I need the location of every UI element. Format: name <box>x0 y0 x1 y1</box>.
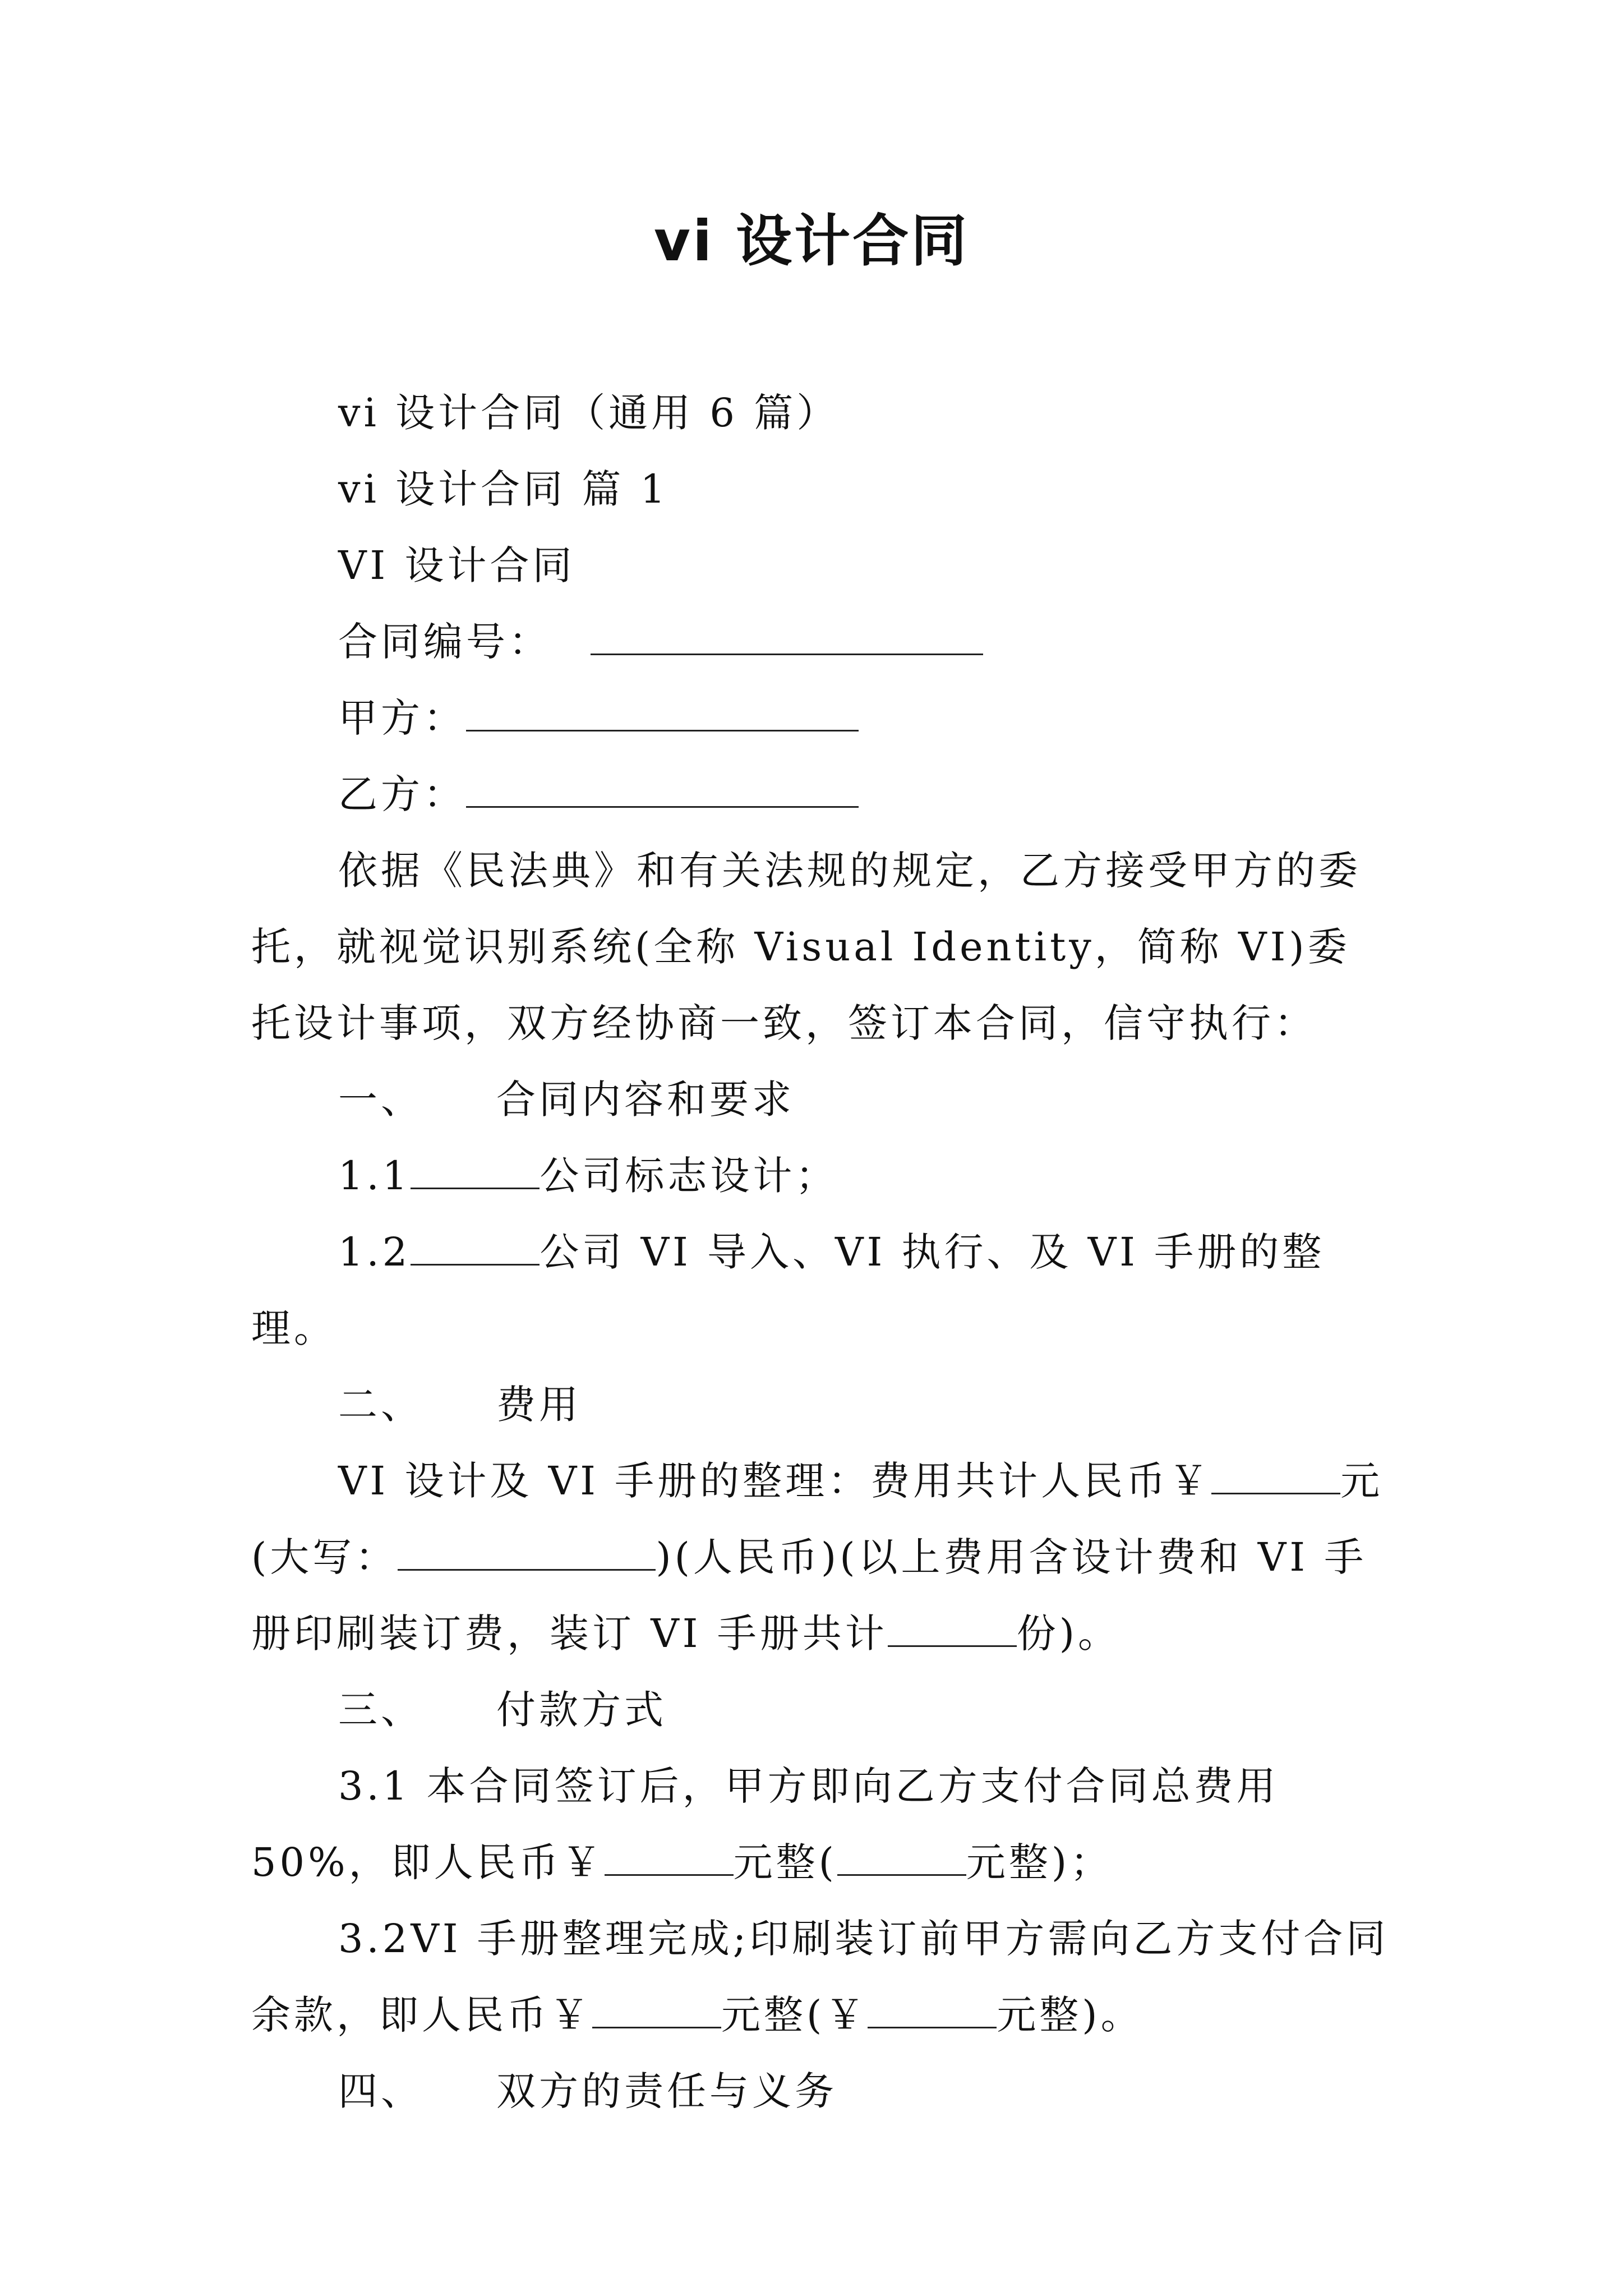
section-2-heading <box>251 1366 1390 1443</box>
party-a-blank <box>466 696 859 731</box>
payment-3-1-text-b: 元整( <box>733 1839 837 1885</box>
contract-number-line <box>251 604 1390 680</box>
document-title: vi 设计合同 <box>653 208 970 274</box>
fee-text-b: 元(大写： <box>251 1458 1384 1580</box>
section-3-title: 付款方式 <box>496 1687 667 1733</box>
section-3-number: 三、 <box>338 1687 423 1733</box>
fee-amount-blank <box>1211 1459 1340 1494</box>
payment-3-1 <box>251 1748 1390 1901</box>
item-1-2-number: 1.2 <box>338 1229 411 1275</box>
payment-3-1-text-c: 元整)； <box>966 1839 1113 1885</box>
chapter-line: vi 设计合同 篇 1 <box>338 466 669 512</box>
section-1-heading <box>251 1061 1390 1138</box>
fee-text-d: 份)。 <box>1016 1611 1121 1657</box>
subtitle-line: vi 设计合同（通用 6 篇） <box>338 390 840 436</box>
item-1-1-text: 公司标志设计； <box>540 1153 838 1199</box>
party-b-line <box>251 756 1390 832</box>
contract-number-blank <box>591 620 983 655</box>
payment-3-1-amount-blank <box>605 1841 734 1876</box>
item-1-1 <box>251 1138 1390 1214</box>
section-3-heading <box>251 1672 1390 1748</box>
party-a-line <box>251 680 1390 756</box>
payment-3-2-amount-blank <box>592 1993 721 2028</box>
section-2-number: 二、 <box>338 1382 423 1428</box>
fee-paragraph <box>251 1443 1390 1672</box>
payment-3-2-text-c: 元整)。 <box>997 1992 1144 2038</box>
payment-3-2-text-a: 3.2VI 手册整理完成;印刷装订前甲方需向乙方支付合同余款，即人民币￥ <box>251 1916 1389 2038</box>
item-1-2-blank <box>411 1230 540 1266</box>
payment-3-2 <box>251 1901 1390 2053</box>
payment-3-1-capital-blank <box>837 1841 966 1876</box>
payment-3-2-text-b: 元整(￥ <box>721 1992 868 2038</box>
section-4-number: 四、 <box>338 2068 423 2114</box>
payment-3-1-text-a: 3.1 本合同签订后，甲方即向乙方支付合同总费用 50%，即人民币￥ <box>251 1763 1279 1885</box>
fee-text-a: VI 设计及 VI 手册的整理：费用共计人民币￥ <box>338 1458 1212 1504</box>
payment-3-2-capital-blank <box>868 1993 997 2028</box>
fee-capital-blank <box>398 1535 656 1571</box>
party-a-label: 甲方： <box>338 695 466 741</box>
item-1-2-text: 公司 VI 导入、VI 执行、及 VI 手册的整理。 <box>251 1229 1325 1351</box>
item-1-1-number: 1.1 <box>338 1153 411 1199</box>
fee-copies-blank <box>888 1612 1017 1647</box>
intro-paragraph: 依据《民法典》和有关法规的规定，乙方接受甲方的委托，就视觉识别系统(全称 Visual Identity，简称 VI)委托设计事项，双方经协商一致，签订本合同，信守执行： <box>251 848 1361 1046</box>
item-1-1-blank <box>411 1154 540 1189</box>
fee-text-c: )(人民币)(以上费用含设计费和 VI 手册印刷装订费，装订 VI 手册共计 <box>251 1534 1367 1657</box>
section-2-title: 费用 <box>496 1382 582 1428</box>
party-b-label: 乙方： <box>338 771 466 817</box>
contract-number-label: 合同编号： <box>338 619 551 665</box>
contract-heading: VI 设计合同 <box>338 542 575 588</box>
section-1-number: 一、 <box>338 1076 423 1122</box>
party-b-blank <box>466 772 859 808</box>
section-4-heading <box>251 2053 1390 2129</box>
document-body <box>251 375 1390 2129</box>
section-4-title: 双方的责任与义务 <box>496 2068 837 2114</box>
item-1-2 <box>251 1214 1390 1366</box>
section-1-title: 合同内容和要求 <box>496 1076 795 1122</box>
